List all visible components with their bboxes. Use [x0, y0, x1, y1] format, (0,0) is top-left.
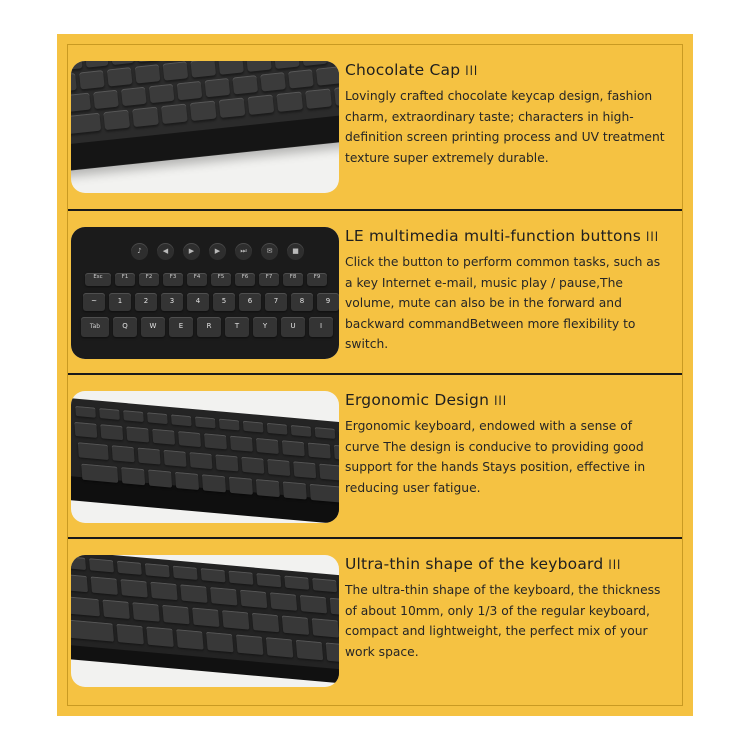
key-f3: F3 [163, 273, 183, 286]
key-5: 5 [213, 293, 235, 311]
feature-item [68, 373, 682, 537]
key-3: 3 [161, 293, 183, 311]
key-w: W [141, 317, 165, 337]
media-button-next: ▶ [183, 243, 200, 260]
media-button-forward: ⏭ [235, 243, 252, 260]
key-tilde: ~ [83, 293, 105, 311]
key-2: 2 [135, 293, 157, 311]
key-6: 6 [239, 293, 261, 311]
feature-body: Lovingly crafted chocolate keycap design, fashion charm, extraordinary taste; characters in high-definition screen printing process and UV treatment texture super extremely durable. [345, 89, 665, 165]
feature-title-mark: lll [608, 558, 622, 572]
feature-title [345, 555, 668, 573]
key-1: 1 [109, 293, 131, 311]
key-8: 8 [291, 293, 313, 311]
key-f9: F9 [307, 273, 327, 286]
media-button-prev: ◀ [157, 243, 174, 260]
media-button-play-pause: ▶ [209, 243, 226, 260]
feature-body: Click the button to perform common tasks, such as a key Internet e-mail, music play / pause,The volume, mute can also be in the forward and backward commandBetween more flexibility to switch. [345, 255, 661, 351]
key-u: U [281, 317, 305, 337]
feature-title-text: Ultra-thin shape of the keyboard [345, 555, 604, 573]
key-q: Q [113, 317, 137, 337]
key-i: I [309, 317, 333, 337]
key-esc: Esc [85, 273, 111, 286]
key-tab: Tab [81, 317, 109, 337]
feature-text [339, 211, 682, 355]
feature-text [339, 45, 682, 168]
feature-title-text: Ergonomic Design [345, 391, 490, 409]
feature-title-mark: lll [646, 230, 660, 244]
key-7: 7 [265, 293, 287, 311]
feature-item [68, 209, 682, 373]
feature-text [339, 539, 682, 662]
feature-body: Ergonomic keyboard, endowed with a sense of curve The design is conducive to providing good support for the hands Stays position, effective in reducing user fatigue. [345, 419, 646, 495]
feature-title [345, 227, 668, 245]
feature-title [345, 61, 668, 79]
feature-title [345, 391, 668, 409]
keyboard-ergonomic-angle-view [71, 391, 339, 523]
key-y: Y [253, 317, 277, 337]
keyboard-ultrathin-profile-view [71, 555, 339, 687]
feature-title-text: Chocolate Cap [345, 61, 461, 79]
media-button-stop: ■ [287, 243, 304, 260]
feature-list [68, 45, 682, 705]
key-f7: F7 [259, 273, 279, 286]
feature-text [339, 375, 682, 498]
keyboard-top-surface [71, 227, 339, 359]
feature-title-mark: lll [494, 394, 508, 408]
media-button-mail: ✉ [261, 243, 278, 260]
feature-item [68, 537, 682, 701]
media-button-volume: ♪ [131, 243, 148, 260]
feature-title-mark: lll [465, 64, 479, 78]
key-9: 9 [317, 293, 339, 311]
key-f8: F8 [283, 273, 303, 286]
key-f2: F2 [139, 273, 159, 286]
panel-border [67, 44, 683, 706]
keyboard-multimedia-buttons-topview [71, 227, 339, 359]
key-f4: F4 [187, 273, 207, 286]
key-r: R [197, 317, 221, 337]
key-f6: F6 [235, 273, 255, 286]
key-4: 4 [187, 293, 209, 311]
key-t: T [225, 317, 249, 337]
keyboard-chocolate-keycap-closeup [71, 61, 339, 193]
key-f1: F1 [115, 273, 135, 286]
key-f5: F5 [211, 273, 231, 286]
feature-item [68, 45, 682, 209]
feature-title-text: LE multimedia multi-function buttons [345, 227, 642, 245]
yellow-panel [57, 34, 693, 716]
feature-body: The ultra-thin shape of the keyboard, the thickness of about 10mm, only 1/3 of the regular keyboard, compact and lightweight, the perfect mix of your work space. [345, 583, 661, 659]
key-e: E [169, 317, 193, 337]
